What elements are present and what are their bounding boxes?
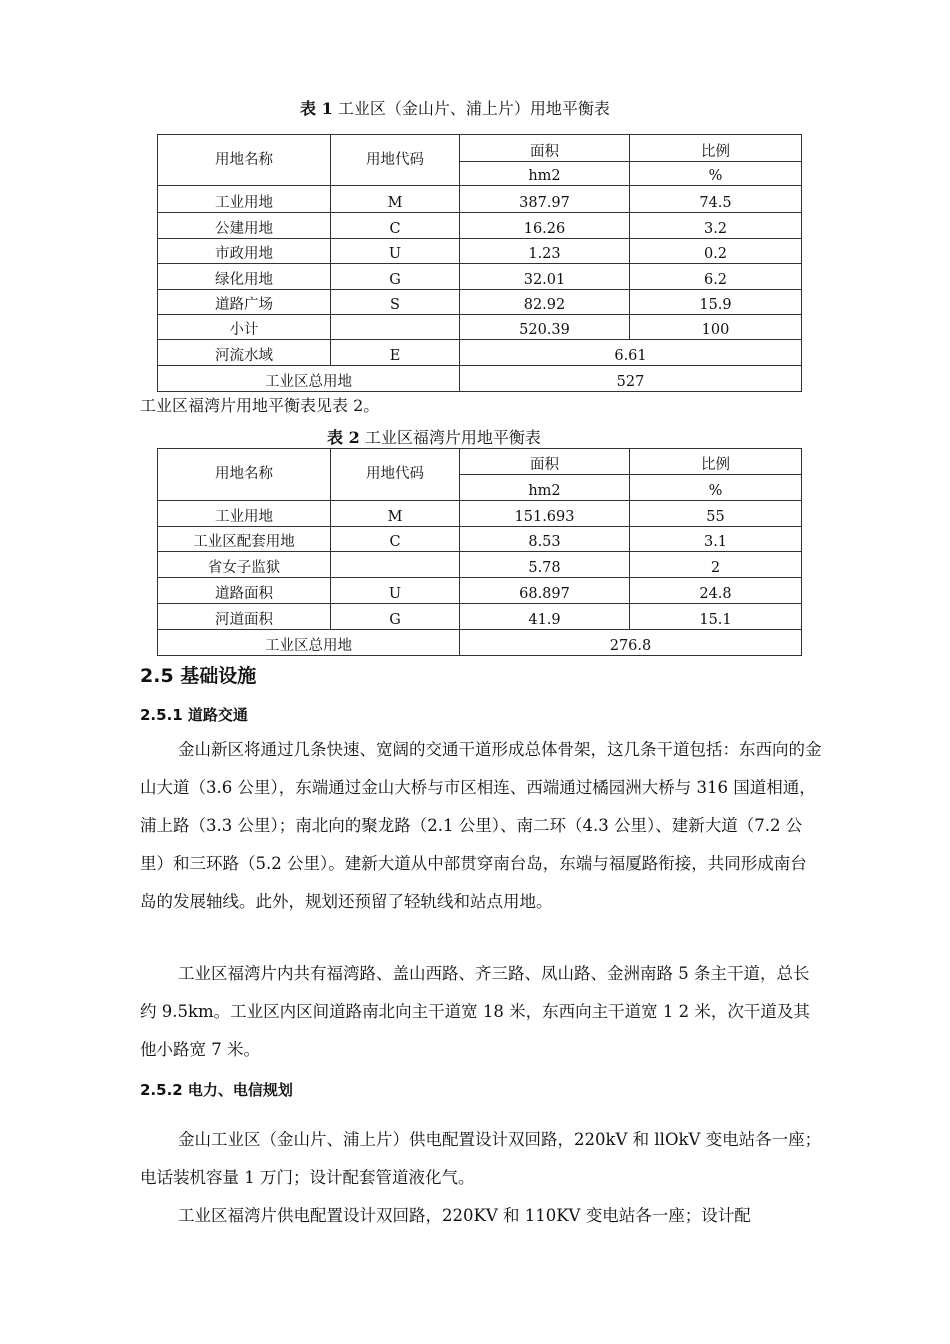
row-name: 省女子监狱 xyxy=(158,552,331,578)
header-land-name: 用地名称 xyxy=(158,135,331,186)
table1-caption-text: 工业区（金山片、浦上片）用地平衡表 xyxy=(337,99,610,118)
table1-caption-number: 表 1 xyxy=(300,99,333,118)
row-name: 公建用地 xyxy=(158,213,331,239)
row-area: 6.61 xyxy=(460,340,802,366)
row-name: 小计 xyxy=(158,315,331,340)
table2-caption-number: 表 2 xyxy=(327,428,360,447)
row-area: 68.897 xyxy=(460,578,630,604)
row-code: M xyxy=(331,186,460,213)
table-row xyxy=(158,186,802,213)
table-row xyxy=(158,239,802,264)
header-land-name: 用地名称 xyxy=(158,449,331,501)
subsection-heading-power-telecom: 2.5.2 电力、电信规划 xyxy=(140,1081,293,1099)
table-row xyxy=(158,604,802,630)
row-code: S xyxy=(331,290,460,315)
row-name: 道路面积 xyxy=(158,578,331,604)
row-area: 8.53 xyxy=(460,527,630,552)
total-label: 工业区总用地 xyxy=(158,366,460,392)
row-area: 151.693 xyxy=(460,501,630,527)
row-code xyxy=(331,315,460,340)
header-area-unit: hm2 xyxy=(460,475,630,501)
header-area: 面积 xyxy=(460,449,630,475)
header-ratio: 比例 xyxy=(630,449,802,475)
row-ratio: 15.9 xyxy=(630,290,802,315)
subsection-heading-road-traffic: 2.5.1 道路交通 xyxy=(140,706,248,724)
land-balance-table-1 xyxy=(157,134,802,392)
row-area: 1.23 xyxy=(460,239,630,264)
table1-caption xyxy=(300,99,610,119)
row-ratio: 74.5 xyxy=(630,186,802,213)
row-name: 工业用地 xyxy=(158,186,331,213)
subtotal-row xyxy=(158,315,802,340)
land-balance-table-2 xyxy=(157,448,802,656)
row-name: 河道面积 xyxy=(158,604,331,630)
paragraph-fuwan-roads: 工业区福湾片内共有福湾路、盖山西路、齐三路、凤山路、金洲南路 5 条主干道，总长约 9.5km。工业区内区间道路南北向主干道宽 18 米，东西向主干道宽 1 2 米，次干道及其他小路宽 7 米。 xyxy=(140,964,810,1059)
row-code: U xyxy=(331,578,460,604)
paragraph-road-network: 金山新区将通过几条快速、宽阔的交通干道形成总体骨架，这几条干道包括：东西向的金山大道（3.6 公里），东端通过金山大桥与市区相连、西端通过橘园洲大桥与 316 国道相通，浦上路（3.3 公里）；南北向的聚龙路（2.1 公里）、南二环（4.3 公里）、建新大道（7.2 公里）和三环路（5.2 公里）。建新大道从中部贯穿南台岛，东端与福厦路衔接，共同形成南台岛的发展轴线。此外，规划还预留了轻轨线和站点用地。 xyxy=(140,740,822,911)
row-name: 市政用地 xyxy=(158,239,331,264)
header-ratio-unit: % xyxy=(630,162,802,186)
paragraph-fuwan-power: 工业区福湾片供电配置设计双回路，220KV 和 110KV 变电站各一座；设计配 xyxy=(178,1206,751,1225)
table-row xyxy=(158,578,802,604)
table-row xyxy=(158,264,802,290)
row-area: 520.39 xyxy=(460,315,630,340)
row-area: 82.92 xyxy=(460,290,630,315)
total-label: 工业区总用地 xyxy=(158,630,460,656)
header-land-code: 用地代码 xyxy=(331,135,460,186)
row-name: 绿化用地 xyxy=(158,264,331,290)
row-ratio: 3.2 xyxy=(630,213,802,239)
row-code: U xyxy=(331,239,460,264)
row-code: M xyxy=(331,501,460,527)
row-ratio: 3.1 xyxy=(630,527,802,552)
row-area: 387.97 xyxy=(460,186,630,213)
row-ratio: 24.8 xyxy=(630,578,802,604)
header-area-unit: hm2 xyxy=(460,162,630,186)
row-name: 工业用地 xyxy=(158,501,331,527)
table-row xyxy=(158,501,802,527)
table-row xyxy=(158,527,802,552)
header-area: 面积 xyxy=(460,135,630,162)
row-area: 5.78 xyxy=(460,552,630,578)
row-name: 工业区配套用地 xyxy=(158,527,331,552)
table-header-row xyxy=(158,135,802,162)
header-ratio: 比例 xyxy=(630,135,802,162)
table-header-row xyxy=(158,449,802,475)
row-ratio: 100 xyxy=(630,315,802,340)
header-land-code: 用地代码 xyxy=(331,449,460,501)
table2-caption xyxy=(327,428,541,448)
river-row xyxy=(158,340,802,366)
row-name: 道路广场 xyxy=(158,290,331,315)
row-ratio: 15.1 xyxy=(630,604,802,630)
row-name: 河流水域 xyxy=(158,340,331,366)
table2-reference-note: 工业区福湾片用地平衡表见表 2。 xyxy=(140,396,380,415)
row-code: G xyxy=(331,604,460,630)
row-ratio: 2 xyxy=(630,552,802,578)
total-value: 276.8 xyxy=(460,630,802,656)
table2-caption-text: 工业区福湾片用地平衡表 xyxy=(364,428,541,447)
row-code: C xyxy=(331,213,460,239)
row-ratio: 55 xyxy=(630,501,802,527)
row-ratio: 6.2 xyxy=(630,264,802,290)
total-row xyxy=(158,630,802,656)
section-heading-infrastructure: 2.5 基础设施 xyxy=(140,665,257,687)
total-row xyxy=(158,366,802,392)
header-ratio-unit: % xyxy=(630,475,802,501)
row-code: E xyxy=(331,340,460,366)
row-ratio: 0.2 xyxy=(630,239,802,264)
table-row xyxy=(158,552,802,578)
table-row xyxy=(158,213,802,239)
row-code: G xyxy=(331,264,460,290)
row-code xyxy=(331,552,460,578)
row-code: C xyxy=(331,527,460,552)
paragraph-jinshan-power: 金山工业区（金山片、浦上片）供电配置设计双回路，220kV 和 llOkV 变电站各一座；电话装机容量 1 万门；设计配套管道液化气。 xyxy=(140,1130,822,1187)
table-row xyxy=(158,290,802,315)
row-area: 32.01 xyxy=(460,264,630,290)
total-value: 527 xyxy=(460,366,802,392)
row-area: 16.26 xyxy=(460,213,630,239)
row-area: 41.9 xyxy=(460,604,630,630)
